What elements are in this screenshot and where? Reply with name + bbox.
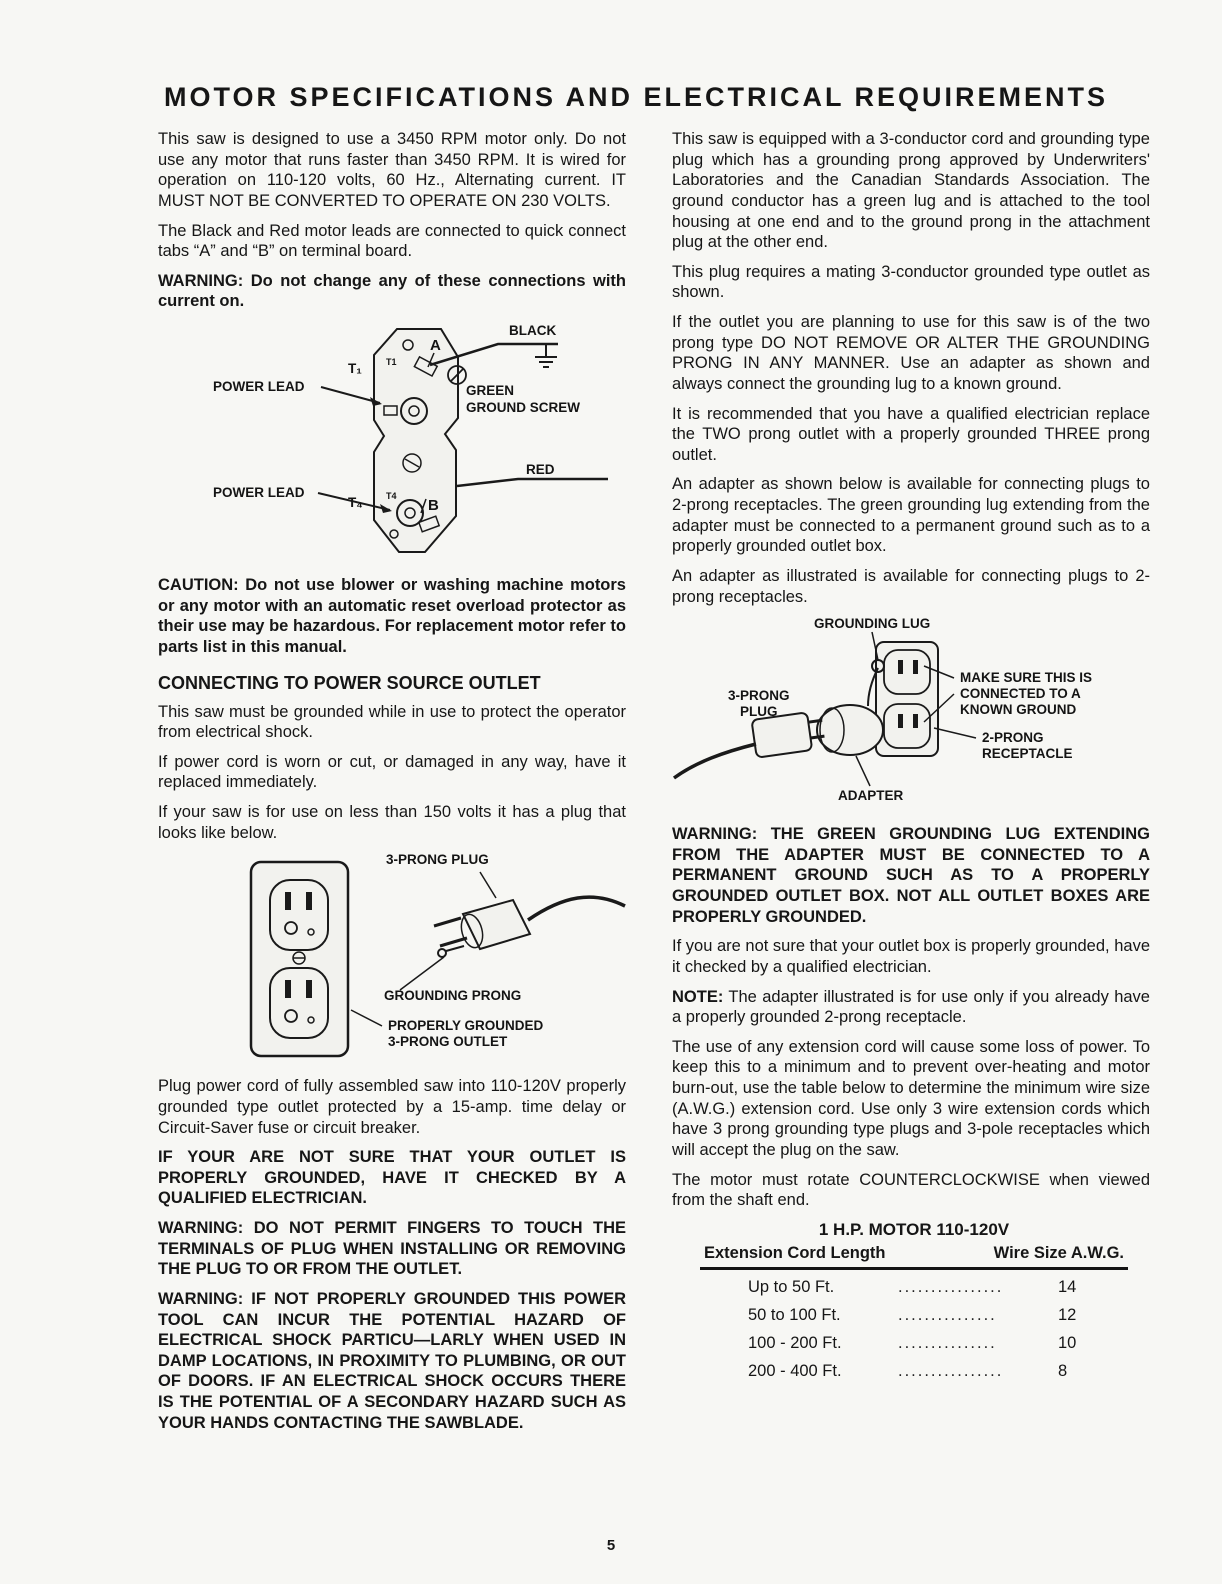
- properly-grounded-label-2: 3-PRONG OUTLET: [388, 1034, 508, 1050]
- adapter-3prong-plug-label-1: 3-PRONG: [728, 688, 790, 704]
- red-wire-label: RED: [526, 462, 555, 477]
- table-row: [700, 1278, 1128, 1297]
- extension-cord-table: [700, 1220, 1128, 1381]
- plug-150v-paragraph: If your saw is for use on less than 150 volts it has a plug that looks like below.: [158, 803, 626, 842]
- plug-power-cord-paragraph: Plug power cord of fully assembled saw into 110-120V properly grounded type outlet protected by a 15-amp. time delay or Circuit-Saver fuse or circuit breaker.: [158, 1077, 626, 1137]
- table-col-wire-size: Wire Size A.W.G.: [993, 1243, 1124, 1262]
- grounding-lug-label: GROUNDING LUG: [814, 616, 931, 632]
- dot-leader: ...............: [898, 1333, 997, 1352]
- dot-leader: ................: [898, 1277, 1004, 1296]
- cord-damage-paragraph: If power cord is worn or cut, or damaged in any way, have it replaced immediately.: [158, 752, 626, 792]
- outlet-check-warning: IF YOUR ARE NOT SURE THAT YOUR OUTLET IS PROPERLY GROUNDED, HAVE IT CHECKED BY A QUALIFIED ELECTRICIAN.: [158, 1148, 626, 1208]
- two-prong-paragraph: If the outlet you are planning to use for this saw is of the two prong type DO NOT REMOVE OR ALTER THE GROUNDING PRONG IN ANY MANNER. Use an adapter as shown and always connect the grounding lug to a known ground.: [672, 313, 1150, 393]
- green-label: GREEN: [466, 383, 515, 398]
- ground-screw-label: GROUND SCREW: [466, 400, 580, 415]
- wire-size: 12: [1058, 1305, 1077, 1324]
- t4-terminal-label: T4: [386, 491, 397, 501]
- rotation-paragraph: The motor must rotate COUNTERCLOCKWISE when viewed from the shaft end.: [672, 1170, 1150, 1210]
- left-column: [158, 129, 626, 1442]
- cord-length: 200 - 400 Ft.: [748, 1361, 842, 1380]
- adapter-3prong-plug-label-2: PLUG: [740, 704, 778, 720]
- t1-terminal-label: T1: [386, 357, 397, 367]
- caution-motors: CAUTION: Do not use blower or washing machine motors or any motor with an automatic reset overload protector as their use may be hazardous. For replacement motor refer to parts list in this manual.: [158, 576, 626, 656]
- page-title: MOTOR SPECIFICATIONS AND ELECTRICAL REQUIREMENTS: [164, 82, 1109, 112]
- electrician-paragraph: It is recommended that you have a qualified electrician replace the TWO prong outlet with a properly grounded THREE prong outlet.: [672, 404, 1150, 464]
- table-title: 1 H.P. MOTOR 110-120V: [818, 1219, 1010, 1239]
- cord-length: 50 to 100 Ft.: [748, 1305, 841, 1324]
- warning-grounding-lug: WARNING: THE GREEN GROUNDING LUG EXTENDING FROM THE ADAPTER MUST BE CONNECTED TO A PERMANENT GROUND SUCH AS TO A PROPERLY GROUNDED OUTLET BOX. NOT ALL OUTLET BOXES ARE PROPERLY GROUNDED.: [672, 825, 1150, 926]
- make-sure-label-1: MAKE SURE THIS IS: [960, 670, 1093, 686]
- make-sure-label-3: KNOWN GROUND: [960, 702, 1077, 718]
- page-number: 5: [606, 1537, 616, 1554]
- adapter-illustrated-paragraph: An adapter as illustrated is available for connecting plugs to 2-prong receptacles.: [672, 566, 1150, 606]
- table-col-length: Extension Cord Length: [704, 1243, 886, 1262]
- dot-leader: ...............: [898, 1305, 997, 1324]
- note-paragraph: [672, 987, 1150, 1028]
- note-label: NOTE:: [672, 987, 724, 1006]
- grounding-paragraph: This saw must be grounded while in use to protect the operator from electrical shock.: [158, 702, 626, 742]
- two-column-layout: [158, 129, 1152, 1442]
- b-tab-label: B: [428, 497, 439, 514]
- note-text: The adapter illustrated is for use only if you already have a properly grounded 2-prong receptacle.: [672, 987, 1150, 1027]
- power-lead-top-label: POWER LEAD: [213, 379, 305, 394]
- extension-cord-paragraph: The use of any extension cord will cause some loss of power. To keep this to a minimum and to prevent over-heating and motor burn-out, use the table below to determine the minimum wire size (A.W.G.) extension cord. Use only 3 wire extension cords which have 3 prong grounding type plugs and 3-pole receptacles which will accept the plug on the saw.: [672, 1037, 1150, 1159]
- cord-length: Up to 50 Ft.: [748, 1277, 835, 1296]
- three-prong-plug-label: 3-PRONG PLUG: [386, 852, 489, 868]
- warning-connections: WARNING: Do not change any of these connections with current on.: [158, 271, 626, 311]
- a-tab-label: A: [430, 337, 441, 354]
- t1-label: T₁: [348, 361, 362, 376]
- two-prong-receptacle-label-1: 2-PRONG: [982, 730, 1044, 746]
- wire-size: 8: [1058, 1361, 1068, 1380]
- motor-leads-paragraph: The Black and Red motor leads are connected to quick connect tabs “A” and “B” on terminal board.: [158, 221, 626, 261]
- mating-outlet-paragraph: This plug requires a mating 3-conductor grounded type outlet as shown.: [672, 262, 1150, 302]
- table-row: [700, 1362, 1128, 1381]
- table-row: [700, 1306, 1128, 1325]
- table-header: [700, 1244, 1128, 1270]
- warning-shock: WARNING: IF NOT PROPERLY GROUNDED THIS POWER TOOL CAN INCUR THE POTENTIAL HAZARD OF ELECTRICAL SHOCK PARTICU—LARLY WHEN USED IN DAMP LOCATIONS, IN PROXIMITY TO PLUMBING, OR OUT OF DOORS. IF AN ELECTRICAL SHOCK OCCURS THERE IS THE POTENTIAL OF A SECONDARY HAZARD SUCH AS YOUR HANDS CONTACTING THE SAWBLADE.: [158, 1289, 626, 1432]
- heading-connecting-power: CONNECTING TO POWER SOURCE OUTLET: [158, 672, 541, 693]
- cord-length: 100 - 200 Ft.: [748, 1333, 842, 1352]
- terminal-board-diagram: [158, 321, 626, 565]
- properly-grounded-label-1: PROPERLY GROUNDED: [388, 1018, 544, 1034]
- outlet-box-paragraph: If you are not sure that your outlet box is properly grounded, have it checked by a qualified electrician.: [672, 937, 1150, 976]
- adapter-diagram: [672, 616, 1150, 814]
- grounding-prong-label: GROUNDING PRONG: [384, 988, 522, 1004]
- power-lead-bottom-label: POWER LEAD: [213, 485, 305, 500]
- adapter-label: ADAPTER: [838, 788, 904, 804]
- warning-fingers: WARNING: DO NOT PERMIT FINGERS TO TOUCH THE TERMINALS OF PLUG WHEN INSTALLING OR REMOVING THE PLUG TO OR FROM THE OUTLET.: [158, 1219, 626, 1279]
- intro-paragraph: This saw is designed to use a 3450 RPM motor only. Do not use any motor that runs faster than 3450 RPM. It is wired for operation on 110-120 volts, 60 Hz., Alternating current. IT MUST NOT BE CONVERTED TO OPERATE ON 230 VOLTS.: [158, 130, 626, 210]
- outlet-plug-diagram: [158, 852, 626, 1066]
- two-prong-receptacle-label-2: RECEPTACLE: [982, 746, 1073, 762]
- cord-plug-paragraph: This saw is equipped with a 3-conductor cord and grounding type plug which has a grounding prong approved by Underwriters' Laboratories and the Canadian Standards Association. The ground conductor has a green lug and is attached to the tool housing at one end and to the ground prong in the attachment plug at the other end.: [672, 130, 1150, 252]
- wire-size: 14: [1058, 1277, 1077, 1296]
- make-sure-label-2: CONNECTED TO A: [960, 686, 1081, 702]
- wire-size: 10: [1058, 1333, 1077, 1352]
- right-column: [672, 129, 1150, 1442]
- adapter-availability-paragraph: An adapter as shown below is available for connecting plugs to 2-prong receptacles. The green grounding lug extending from the adapter must be connected to a permanent ground such as to a properly grounded outlet box.: [672, 475, 1150, 556]
- dot-leader: ................: [898, 1361, 1004, 1380]
- black-wire-label: BLACK: [509, 323, 557, 338]
- t4-label: T₄: [348, 495, 363, 510]
- table-row: [700, 1334, 1128, 1353]
